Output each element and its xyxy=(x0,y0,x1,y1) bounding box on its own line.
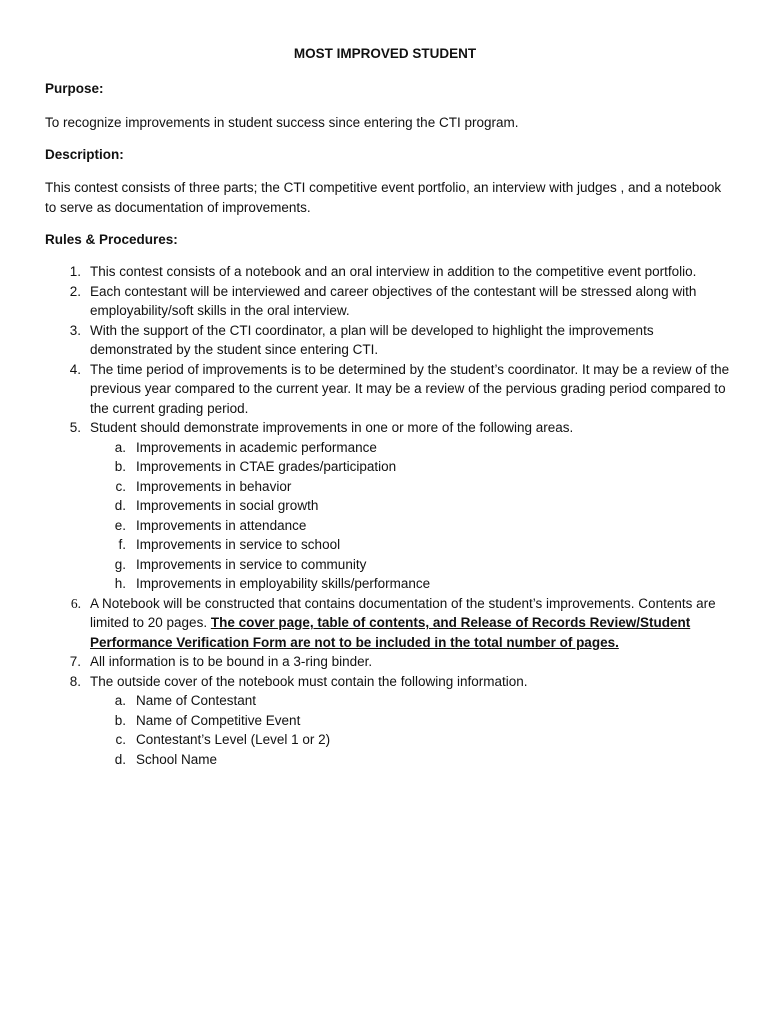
sub-text: Improvements in service to school xyxy=(136,537,341,552)
document-title: MOST IMPROVED STUDENT xyxy=(293,46,477,61)
rule-number: 6. xyxy=(70,595,81,611)
sub-letter: c. xyxy=(115,732,126,747)
sub-item xyxy=(45,691,735,711)
sub-letter: a. xyxy=(114,439,126,455)
sub-text: Name of Competitive Event xyxy=(136,712,301,728)
sub-item xyxy=(45,477,735,497)
sub-letter: d. xyxy=(114,498,126,513)
sub-letter: e. xyxy=(114,517,126,533)
sub-letter: g. xyxy=(114,556,126,572)
sub-item xyxy=(45,496,735,516)
rule-text: All information is to be bound in a 3-ring binder. xyxy=(90,654,373,669)
sub-text: Contestant’s Level (Level 1 or 2) xyxy=(136,732,331,747)
sub-text: Improvements in service to community xyxy=(136,556,367,572)
rule-number: 5. xyxy=(69,420,81,435)
sub-item xyxy=(45,516,735,536)
purpose-heading: Purpose: xyxy=(45,81,104,96)
rule-item xyxy=(45,321,735,360)
sub-item xyxy=(45,711,735,731)
sub-letter: d. xyxy=(114,751,126,767)
sub-text: School Name xyxy=(136,751,218,767)
rule-item xyxy=(45,262,735,282)
rule-number: 8. xyxy=(69,673,81,689)
rule-text: The time period of improvements is to be determined by the student’s coordinator. It may be a review of the previous year compared to the current year. It may be a review of the pervious grading period compared to the current grading period. xyxy=(90,361,730,416)
rules-list xyxy=(45,262,735,769)
sub-item xyxy=(45,574,735,594)
rule-text: The outside cover of the notebook must contain the following information. xyxy=(90,673,528,689)
sub-letter: f. xyxy=(118,537,126,552)
sub-letter: c. xyxy=(115,478,126,494)
rule-number: 3. xyxy=(69,322,81,338)
rule-item xyxy=(45,672,735,692)
sub-text: Improvements in behavior xyxy=(136,478,292,494)
rule-text: Student should demonstrate improvements in one or more of the following areas. xyxy=(90,420,574,435)
rule-item xyxy=(45,594,735,653)
rule-text: This contest consists of a notebook and an oral interview in addition to the competitive event portfolio. xyxy=(90,264,697,279)
sub-text: Improvements in academic performance xyxy=(136,439,377,455)
rule-item xyxy=(45,360,735,419)
sub-text: Improvements in CTAE grades/participation xyxy=(136,459,397,474)
rule-item xyxy=(45,418,735,438)
sub-text: Improvements in attendance xyxy=(136,517,307,533)
rules-heading: Rules & Procedures: xyxy=(45,232,178,247)
rule-item xyxy=(45,652,735,672)
sub-item xyxy=(45,457,735,477)
sub-text: Improvements in social growth xyxy=(136,498,319,513)
rule-number: 7. xyxy=(69,654,81,669)
sub-letter: a. xyxy=(114,693,126,708)
rule-number: 1. xyxy=(69,264,81,279)
sub-item xyxy=(45,750,735,770)
sub-item xyxy=(45,555,735,575)
sub-text: Name of Contestant xyxy=(136,693,257,708)
sub-item xyxy=(45,535,735,555)
sub-item xyxy=(45,438,735,458)
purpose-text: To recognize improvements in student success since entering the CTI program. xyxy=(45,115,519,130)
rule-text: A Notebook will be constructed that contains documentation of the student’s improvements. Contents are limited to 20 pages. xyxy=(90,595,716,630)
sub-letter: b. xyxy=(114,712,126,728)
sub-item xyxy=(45,730,735,750)
rule-number: 4. xyxy=(69,361,81,377)
sub-text: Improvements in employability skills/performance xyxy=(136,576,431,591)
sub-letter: b. xyxy=(114,459,126,474)
rule-text: Each contestant will be interviewed and career objectives of the contestant will be stressed along with employability/soft skills in the oral interview. xyxy=(90,283,697,318)
rule-item xyxy=(45,282,735,321)
rule-emphasis: The cover page, table of contents, and Release of Records Review/Student Performance Verification Form are not to be included in the total number of pages. xyxy=(90,615,691,650)
rule-number: 2. xyxy=(69,283,81,299)
description-heading: Description: xyxy=(45,147,124,162)
sub-letter: h. xyxy=(114,576,126,591)
rule-text: With the support of the CTI coordinator, a plan will be developed to highlight the improvements demonstrated by the student since entering CTI. xyxy=(90,322,654,357)
description-text: This contest consists of three parts; the CTI competitive event portfolio, an interview with judges , and a notebook to serve as documentation of improvements. xyxy=(45,180,722,215)
